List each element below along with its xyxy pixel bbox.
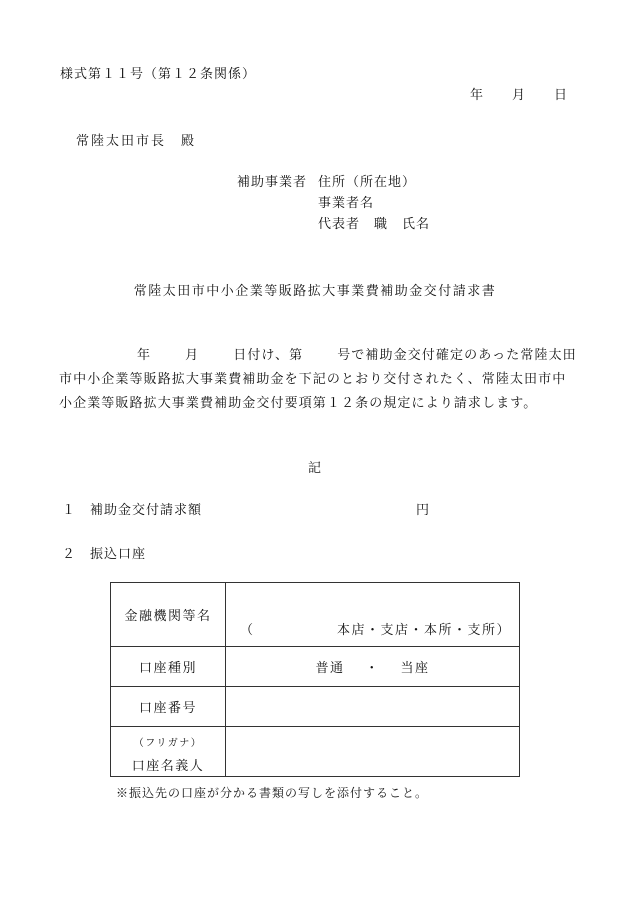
form-number: 様式第１１号（第１２条関係） <box>60 67 257 82</box>
body-text: 号で補助金交付確定のあった常陸太田市中小企業等販路拡大事業費補助金を下記のとおり交付されたく、常陸太田市中小企業等販路拡大事業費補助金交付要項第１２条の規定により請求します。 <box>59 348 577 411</box>
applicant-business-name: 事業者名 <box>318 196 375 211</box>
document-title: 常陸太田市中小企業等販路拡大事業費補助金交付請求書 <box>133 284 497 299</box>
body-year: 年 <box>137 348 152 363</box>
ki-heading: 記 <box>307 461 322 476</box>
institution-paren: （ <box>240 623 255 638</box>
account-type-separator: ・ <box>365 661 380 676</box>
item-2 <box>62 543 146 562</box>
body-day-dated: 日付け、第 <box>233 348 304 363</box>
account-number-field[interactable] <box>226 687 520 727</box>
account-type-label: 口座種別 <box>111 647 226 687</box>
furigana-label: （フリガナ） <box>133 737 203 749</box>
table-row <box>111 583 520 647</box>
account-holder-label-cell <box>111 727 226 777</box>
institution-label: 金融機関等名 <box>111 583 226 647</box>
attachment-note: ※振込先の口座が分かる書類の写しを添付すること。 <box>116 786 429 800</box>
item-2-label: 振込口座 <box>90 547 147 562</box>
item-1-label: 補助金交付請求額 <box>90 503 203 518</box>
item-1-unit: 円 <box>416 503 431 518</box>
institution-field[interactable] <box>226 583 520 647</box>
account-number-label: 口座番号 <box>111 687 226 727</box>
date-day: 日 <box>553 88 568 103</box>
item-2-number: ２ <box>62 547 77 562</box>
date-year: 年 <box>469 88 484 103</box>
bank-account-table <box>110 582 520 777</box>
account-holder-label: 口座名義人 <box>131 758 205 774</box>
body-month: 月 <box>185 348 200 363</box>
item-1-number: １ <box>62 503 77 518</box>
table-row <box>111 727 520 777</box>
applicant-block <box>237 172 430 235</box>
account-holder-field[interactable] <box>226 727 520 777</box>
date-month: 月 <box>511 88 526 103</box>
account-type-ordinary[interactable]: 普通 <box>315 661 345 676</box>
applicant-label: 補助事業者 <box>237 175 308 190</box>
account-type-current[interactable]: 当座 <box>400 661 430 676</box>
institution-branch-options: 本店・支店・本所・支所） <box>336 623 511 638</box>
item-1 <box>62 499 431 518</box>
account-type-field[interactable] <box>226 647 520 687</box>
table-row <box>111 647 520 687</box>
applicant-address: 住所（所在地） <box>318 175 417 190</box>
body-paragraph <box>59 344 579 416</box>
addressee: 常陸太田市長 殿 <box>76 134 197 149</box>
applicant-representative: 代表者 職 氏名 <box>318 217 431 232</box>
date-line <box>470 84 568 103</box>
table-row <box>111 687 520 727</box>
